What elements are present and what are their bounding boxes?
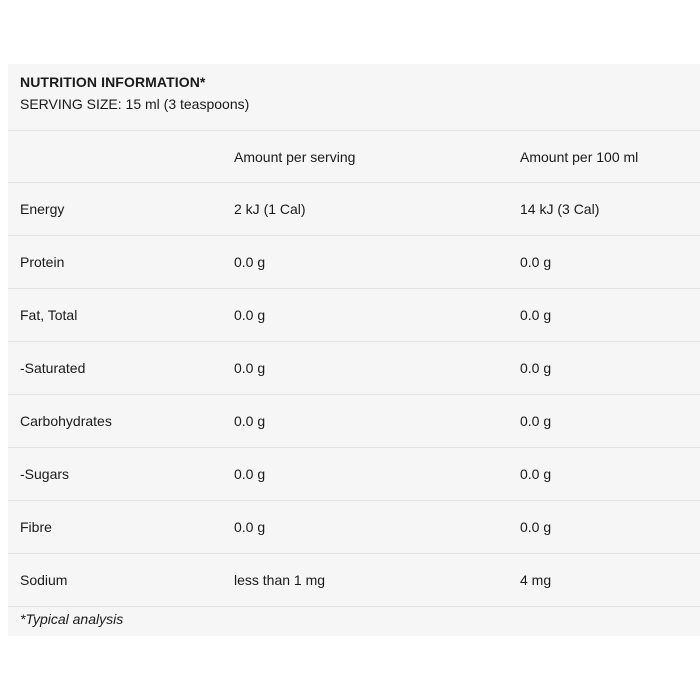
table-row-saturated: [8, 342, 700, 395]
nutrient-name: Fibre: [20, 519, 52, 535]
table-row-carbohydrates: [8, 395, 700, 448]
per-serving-value: 0.0 g: [234, 466, 266, 482]
footnote: *Typical analysis: [20, 611, 124, 627]
per-100ml-value: 4 mg: [520, 572, 552, 588]
nutrition-table: [8, 130, 700, 607]
nutrient-name: Energy: [20, 201, 65, 217]
per-100ml-value: 0.0 g: [520, 254, 552, 270]
nutrient-name: Fat, Total: [20, 307, 78, 323]
per-100ml-value: 0.0 g: [520, 519, 552, 535]
per-100ml-value: 0.0 g: [520, 466, 552, 482]
per-serving-value: 0.0 g: [234, 254, 266, 270]
per-serving-value: 2 kJ (1 Cal): [234, 201, 306, 217]
per-serving-value: 0.0 g: [234, 519, 266, 535]
table-row-sugars: [8, 448, 700, 501]
table-row-fibre: [8, 501, 700, 554]
header-per-serving: Amount per serving: [234, 149, 356, 165]
per-serving-value: 0.0 g: [234, 307, 266, 323]
table-row-protein: [8, 236, 700, 289]
per-100ml-value: 14 kJ (3 Cal): [520, 201, 600, 217]
table-header-row: [8, 130, 700, 183]
per-100ml-value: 0.0 g: [520, 360, 552, 376]
per-serving-value: 0.0 g: [234, 413, 266, 429]
per-100ml-value: 0.0 g: [520, 307, 552, 323]
per-serving-value: less than 1 mg: [234, 572, 326, 588]
table-row-sodium: [8, 554, 700, 607]
nutrient-name: -Sugars: [20, 466, 70, 482]
per-serving-value: 0.0 g: [234, 360, 266, 376]
nutrient-name: Sodium: [20, 572, 68, 588]
table-row-energy: [8, 183, 700, 236]
header-per-100ml: Amount per 100 ml: [520, 149, 639, 165]
nutrition-title: NUTRITION INFORMATION*: [20, 74, 206, 90]
serving-size: SERVING SIZE: 15 ml (3 teaspoons): [20, 96, 250, 112]
nutrient-name: -Saturated: [20, 360, 86, 376]
nutrient-name: Protein: [20, 254, 65, 270]
nutrient-name: Carbohydrates: [20, 413, 112, 429]
nutrition-panel: [8, 64, 700, 636]
table-row-fat-total: [8, 289, 700, 342]
per-100ml-value: 0.0 g: [520, 413, 552, 429]
